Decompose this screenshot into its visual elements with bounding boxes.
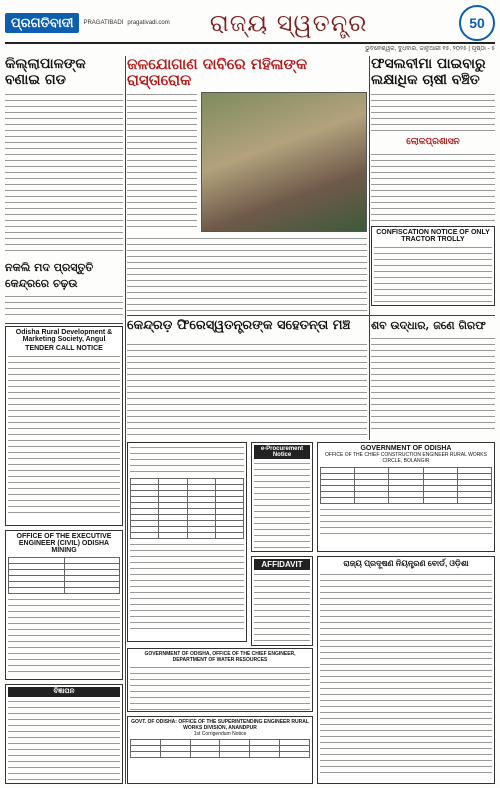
affidavit-body xyxy=(254,572,310,644)
notice-body xyxy=(254,461,310,552)
story-left xyxy=(5,56,123,256)
notice-title: Odisha Rural Development & Marketing Society, Angul xyxy=(15,329,113,343)
story-headline[interactable]: ନକଲି ମଦ ପ୍ରସ୍ତୁତି କେନ୍ଦ୍ରରେ ଚଢ଼ଉ xyxy=(5,261,94,290)
pollution-board-notice xyxy=(317,556,495,784)
notice-subtitle: OFFICE OF THE CHIEF CONSTRUCTION ENGINEER RURAL WORKS CIRCLE, BOLANGIR xyxy=(325,452,487,464)
story-headline[interactable]: କେନ୍ଦ୍ରଡ଼ ଫିରେସ୍ୱତନ୍ତ୍ରଙ୍କ ସହେତନ୍ତା ମଞ୍ଚ xyxy=(127,318,351,333)
anniversary-badge-icon: 50 xyxy=(459,5,495,41)
story-left-2 xyxy=(5,260,123,320)
story-highlight: ଲୋକପ୍ରଶାସନ xyxy=(406,137,460,147)
story-body xyxy=(371,92,495,132)
notice-body xyxy=(320,507,492,537)
newspaper-logo[interactable]: ପ୍ରଗତିବାଦୀ xyxy=(5,13,79,33)
govt-notice-bolangir xyxy=(317,442,495,552)
notice-table xyxy=(130,739,310,758)
protest-photo xyxy=(201,92,367,232)
affidavit-title: AFFIDAVIT xyxy=(254,559,310,570)
column-rule xyxy=(369,56,370,440)
story-body xyxy=(5,92,123,252)
notice-center-b xyxy=(251,442,313,552)
notice-head: e-Procurement Notice xyxy=(254,445,310,459)
story-headline[interactable]: ଶବ ଉଦ୍ଧାର, ଜଣେ ଗିରଫ xyxy=(371,319,486,332)
water-resources-notice xyxy=(127,648,313,712)
site-url[interactable]: pragativadi.com xyxy=(127,20,170,26)
story-center xyxy=(127,56,367,316)
section-rule xyxy=(5,323,123,324)
story-headline[interactable]: ଜଳଯୋଗାଣ ଦାବିରେ ମହିଳାଙ୍କ ରାସ୍ତାରୋକ xyxy=(127,56,308,89)
superintending-notice xyxy=(127,716,313,784)
notice-title: ରାଜ୍ୟ ପ୍ରଦୂଷଣ ନିୟନ୍ତ୍ରଣ ବୋର୍ଡ, ଓଡ଼ିଶା xyxy=(343,559,469,568)
notice-title: OFFICE OF THE EXECUTIVE ENGINEER (CIVIL) ODISHA MINING xyxy=(16,533,112,554)
story-headline[interactable]: କିଲ୍ଲାପାଳଙ୍କ ବଣାଇ ଗଡ xyxy=(5,56,86,88)
confiscation-notice xyxy=(371,226,495,306)
story-center-2-body xyxy=(127,342,367,438)
affidavit-notice xyxy=(251,556,313,646)
story-body xyxy=(127,92,197,232)
dateline: ଭୁବନେଶ୍ୱର, ବୁଧବାର, ଜାନୁଆରୀ ୧୫, ୨୦୨୫ | ପୃଷ୍ଠା - ୫ xyxy=(365,46,495,52)
notice-body xyxy=(320,572,492,777)
notice-table xyxy=(130,478,244,539)
notice-body xyxy=(8,354,120,514)
ads-label: ବିଜ୍ଞାପନ xyxy=(8,687,120,697)
notice-subtitle: TENDER CALL NOTICE xyxy=(25,345,103,352)
story-right xyxy=(371,56,495,316)
story-headline[interactable]: ଫସଲବୀମା ପାଇବାରୁ ଲକ୍ଷାଧିକ ଚାଷୀ ବଞ୍ଚିତ xyxy=(371,56,486,88)
notice-title: GOVT. OF ODISHA: OFFICE OF THE SUPERINTENDING ENGINEER RURAL WORKS DIVISION, ANANDPUR xyxy=(131,719,309,731)
story-body xyxy=(5,294,123,320)
ads-block xyxy=(5,684,123,784)
column-rule xyxy=(125,56,126,784)
tender-table xyxy=(8,557,120,594)
section-title: ରାଜ୍ୟ ସ୍ୱତନ୍ତ୍ର xyxy=(209,9,368,37)
masthead xyxy=(5,4,495,44)
notice-body xyxy=(130,542,244,632)
notice-title: GOVERNMENT OF ODISHA, OFFICE OF THE CHIEF ENGINEER, DEPARTMENT OF WATER RESOURCES xyxy=(144,651,296,663)
notice-title: GOVERNMENT OF ODISHA xyxy=(360,445,452,452)
story-body xyxy=(127,236,367,316)
story-right-2 xyxy=(371,318,495,438)
notice-body xyxy=(8,597,120,677)
notice-body xyxy=(130,665,310,712)
section-rule xyxy=(127,315,495,316)
ads-body xyxy=(8,699,120,784)
story-body xyxy=(127,342,367,438)
story-body xyxy=(371,152,495,222)
tender-notice-angul xyxy=(5,326,123,526)
notice-body xyxy=(374,245,492,305)
notice-body xyxy=(130,445,244,475)
story-center-2 xyxy=(127,318,367,340)
notice-subtitle: 1st Corrigendum Notice xyxy=(193,731,247,737)
logo-subtitle: PRAGATIBADI xyxy=(83,20,124,26)
tender-notice-mining xyxy=(5,530,123,680)
story-body xyxy=(371,336,495,432)
notice-title: CONFISCATION NOTICE OF ONLY TRACTOR TROLLY xyxy=(376,229,490,243)
notice-center-a xyxy=(127,442,247,642)
notice-table xyxy=(320,467,492,504)
page-grid xyxy=(5,56,495,784)
